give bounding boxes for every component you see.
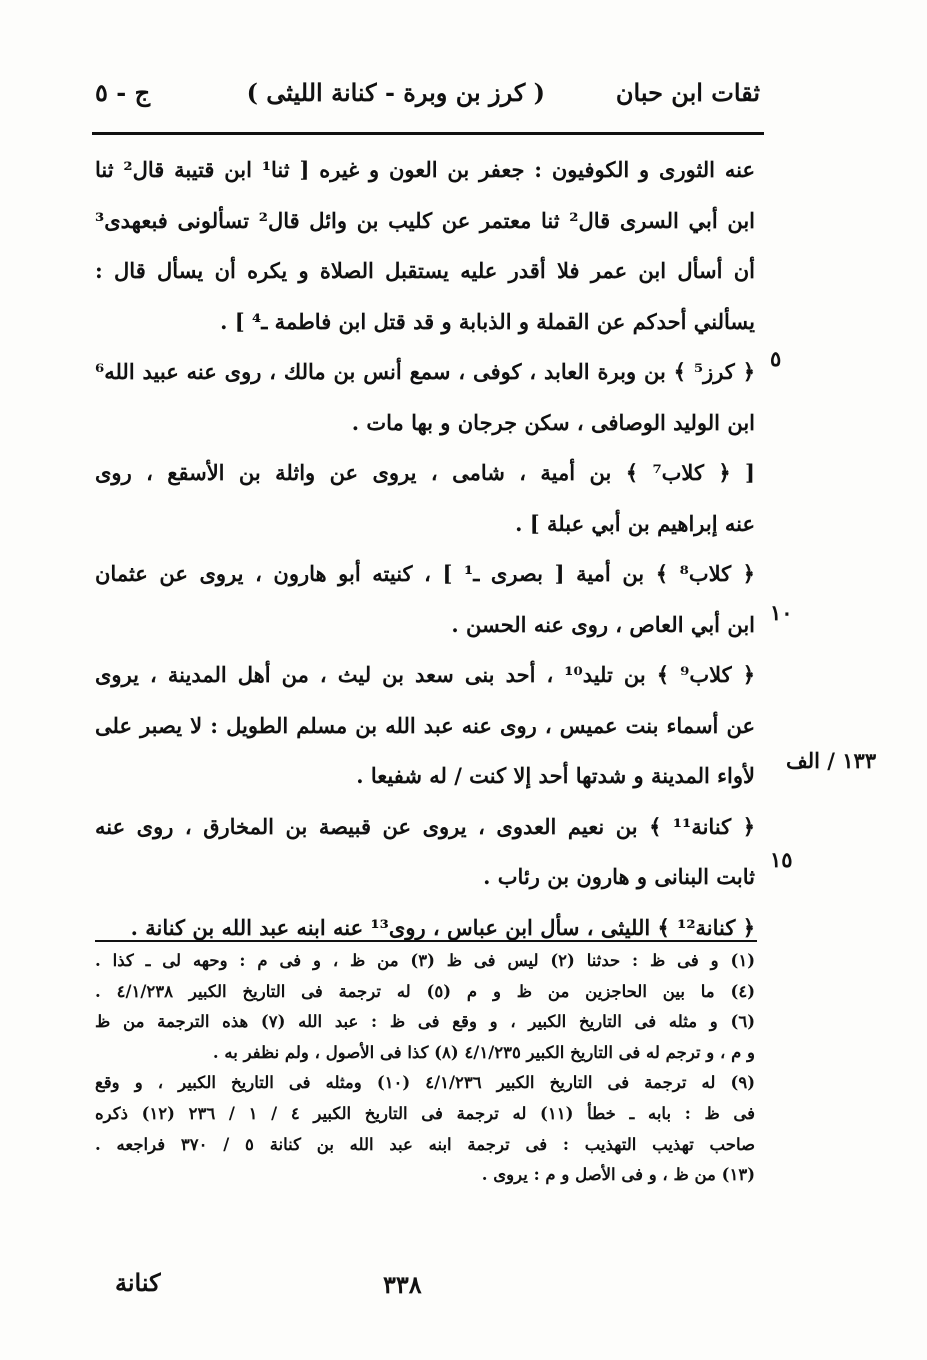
footnote-line: (٩) له ترجمة فى التاريخ الكبير ٤/١/٢٣٦ (١٠) ومثله فى التاريخ الكبير ، و وقع [95, 1073, 755, 1093]
text-line: عن أسماء بنت عميس ، روى عنه عبد الله بن مسلم الطويل : لا يصبر على [95, 712, 755, 738]
line-number-5: ٥ [770, 346, 782, 371]
text-line: [ ﴿ كلاب⁷ ﴾ بن أمية ، شامى ، يروى عن واثلة بن الأسقع ، روى [95, 460, 755, 485]
text-line: ابن أبي السرى قال² ثنا معتمر عن كليب بن وائل قال² تسألونى فبعهدى³ [95, 207, 755, 233]
footnote-line: فى ظ : بابه ـ خطأ (١١) له ترجمة فى التاريخ الكبير ٤ / ١ / ٢٣٦ (١٢) ذكره [95, 1103, 755, 1123]
text-line: عنه إبراهيم بن أبي عبلة ] . [515, 510, 755, 536]
footnotes [95, 946, 755, 1191]
line-number-10: ١٠ [770, 600, 793, 625]
text-line: ابن أبي العاص ، روى عنه الحسن . [451, 611, 755, 637]
footnote-rule [95, 940, 757, 942]
section-title: ( كرز بن وبرة - كنانة الليثى ) [246, 78, 545, 107]
book-title: ثقات ابن حبان [615, 78, 760, 107]
text-line: ثابت البنانى و هارون بن رئاب . [483, 864, 755, 889]
line-number-15: ١٥ [770, 847, 793, 872]
text-line: يسألني أحدكم عن القملة و الذبابة و قد قتل ابن فاطمة ـ⁴ ] . [220, 308, 755, 334]
running-header [95, 78, 760, 118]
footnote-line: (١٣) من ظ ، و فى الأصل و م : يروى . [481, 1165, 755, 1185]
header-rule [92, 132, 764, 135]
volume-number: ج - ٥ [95, 78, 151, 107]
footnote-line: و م ، و ترجم له فى التاريخ الكبير ٤/١/٢٣٥ (٨) كذا فى الأصول ، ولم نظفر به . [212, 1042, 755, 1062]
text-line: ﴿ كنانة¹¹ ﴾ بن نعيم العدوى ، يروى عن قبيصة بن المخارق ، روى عنه [95, 813, 755, 839]
text-line: ﴿ كلاب⁸ ﴾ بن أمية [ بصرى ـ¹ ] ، كنيته أبو هارون ، يروى عن عثمان [95, 561, 755, 586]
footnote-line: (٤) ما بين الحاجزين من ظ و م (٥) له ترجمة فى التاريخ الكبير ٤/١/٢٣٨ . [95, 981, 755, 1001]
text-line: ﴿ كنانة¹² ﴾ الليثى ، سأل ابن عباس ، روى¹³ عنه ابنه عبد الله بن كنانة . [130, 914, 755, 940]
page-number: ٣٣٨ [383, 1270, 422, 1299]
text-line: عنه الثورى و الكوفيون : جعفر بن العون و غيره [ ثنا¹ ابن قتيبة قال² ثنا [95, 157, 755, 182]
text-line: ﴿ كلاب⁹ ﴾ بن تليد¹⁰ ، أحد بنى سعد بن ليث ، من أهل المدينة ، يروى [95, 662, 755, 687]
folio-marker: ١٣٣ / الف [786, 748, 877, 773]
main-text [95, 145, 755, 953]
text-line: ﴿ كرز⁵ ﴾ بن وبرة العابد ، كوفى ، سمع أنس بن مالك ، روى عنه عبيد الله⁶ [95, 359, 755, 384]
text-line: ابن الوليد الوصافى ، سكن جرجان و بها مات . [351, 409, 755, 435]
catchword: كنانة [115, 1268, 161, 1297]
footnote-line: (٦) و مثله فى التاريخ الكبير ، و وقع فى ظ : عبد الله (٧) هذه الترجمة من ظ [95, 1012, 755, 1032]
footnote-line: صاحب تهذيب التهذيب : فى ترجمة ابنه عبد الله بن كنانة ٥ / ٣٧٠ فراجعه . [95, 1134, 755, 1154]
text-line: أن أسأل ابن عمر فلا أقدر عليه يستقبل الصلاة و يكره أن يسأل قال : [95, 258, 755, 283]
text-line: لأواء المدينة و شدتها أحد إلا كنت / له شفيعا . [356, 763, 755, 788]
footnote-line: (١) و فى ظ : حدثنا (٢) ليس فى ظ (٣) من ظ ، و فى م : وحهه لى ـ كذا . [95, 951, 755, 970]
